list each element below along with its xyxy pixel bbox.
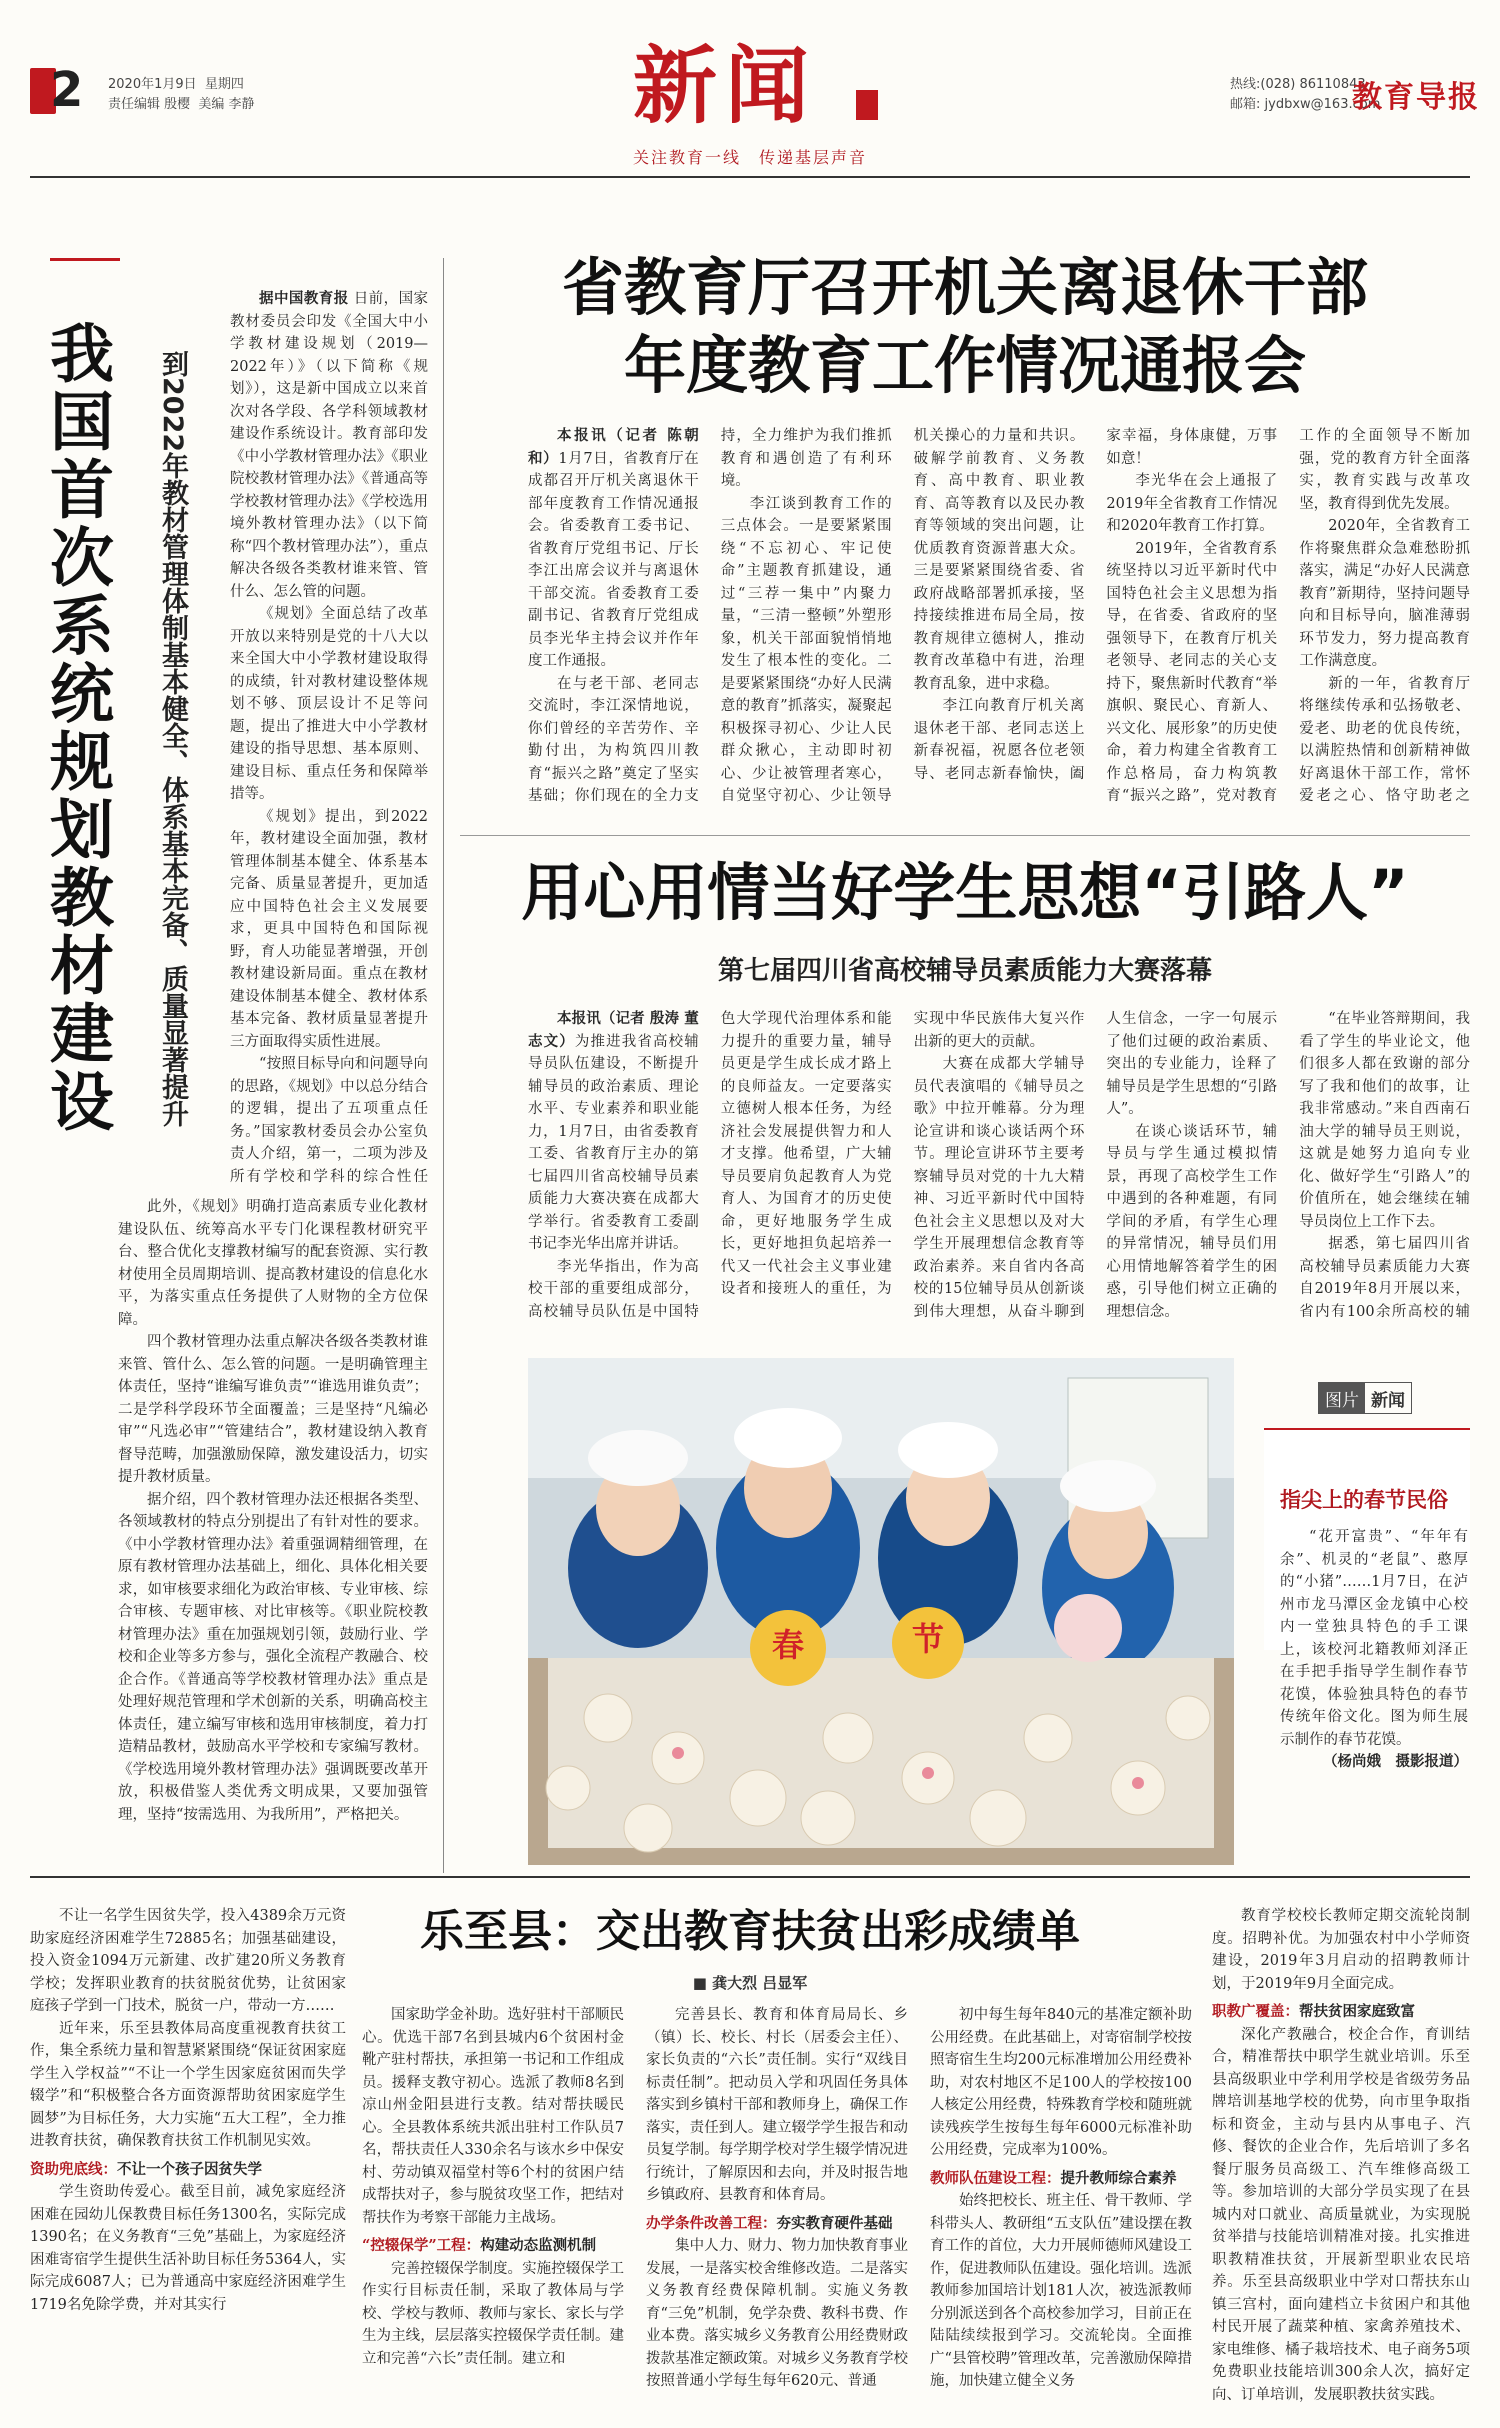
article3-headline: 用心用情当好学生思想“引路人” — [521, 856, 1409, 929]
article1-top-rule — [50, 258, 120, 261]
hotline: 热线:(028) 86110843 — [1230, 77, 1366, 92]
paper-name: 教育导报 — [1352, 80, 1480, 115]
lower-section-rule — [30, 1876, 1470, 1878]
masthead-divider — [30, 176, 1470, 178]
article4-col4: 教育学校校长教师定期交流轮岗制度。招聘补优。为加强农村中小学师资建设，2019年3月启动的招聘教师计划，于2019年9月全面完成。 职教广覆盖：帮扶贫困家庭致富 深化产教融合，校企合作，育训结合，精准帮扶中职学生就业培训。乐至县高级职业中学利用学校是省级劳务品牌培训基地学校的优势，向市里争取指标和资金，主动与县内从事电子、汽修、餐饮的企业合作，先后培训了多名餐厅服务员高级工、汽车维修高级工等。参加培训的大部分学员实现了在县城内对口就业、高质量就业，为实现脱贫举措与技能培训精准对接。扎实推进职教精准扶贫，开展新型职业农民培养。乐至县高级职业中学对口帮扶东山镇三宫村，面向建档立卡贫困户和其他村民开展了蔬菜种植、家禽养殖技术、家电维修、橘子栽培技术、电子商务5项免费职业技能培训300余人次，搞好定向、订单培训，发展职教扶贫实践。 — [1212, 1908, 1470, 2403]
article2-bottom-rule — [460, 835, 1470, 836]
photo-illustration — [528, 1358, 1234, 1865]
caption-title: 指尖上的春节民俗 — [1280, 1487, 1448, 1512]
photo-credit: （杨尚娥 摄影报道） — [1323, 1753, 1468, 1770]
article4-col1: 国家助学金补助。选好驻村干部顺民心。优选干部7名到县城内6个贫困村金靴产驻村帮扶，承担第一书记和工作组成员。援释支教守初心。选派了教师8名到凉山州金阳县进行支教。结对帮扶暖民心。全县教体系统共派出驻村工作队员7名，帮扶责任人330余名与该水乡中保安村、劳动镇双福堂村等6个村的贫困户结成帮扶对子，参与脱贫攻坚工作，把结对帮扶作为考察干部能力主战场。 “控辍保学”工程：构建动态监测机制 完善控辍保学制度。实施控辍保学工作实行目标责任制，采取了教体局与学校、学校与教师、教师与家长、家长与学生为主线，层层落实控辍保学责任制。建立和完善“六长”责任制。建立和 — [362, 2007, 624, 2367]
article4-section2-title: “控辍保学”工程：构建动态监测机制 — [362, 2237, 597, 2254]
bowl-char-spring: 春 — [772, 1626, 805, 1664]
article2-headline-line1: 省教育厅召开机关离退休干部 — [561, 251, 1368, 324]
article4-section4-title: 教师队伍建设工程：提升教师综合素养 — [930, 2169, 1177, 2187]
page-number: 2 — [50, 62, 84, 118]
masthead — [0, 0, 1500, 167]
article1-subhead: 到2022年教材管理体制基本健全、体系基本完备、质量显著提升 — [157, 350, 188, 1128]
article3-subhead: 第七届四川省高校辅导员素质能力大赛落幕 — [717, 956, 1212, 986]
bowl-char-festival: 节 — [912, 1620, 945, 1658]
section-title: 新闻 — [632, 36, 817, 135]
article1-body-bottom: 此外，《规划》明确打造高素质专业化教材建设队伍、统筹高水平专门化课程教材研究平台、整合优化支撑教材编写的配套资源、实行教材使用全员周期培训、提高教材建设的信息化水平，为落实重点任务提供了人财物的全方位保障。 四个教材管理办法重点解决各级各类教材谁来管、管什么、怎么管的问题。一是明确管理主体责任，坚持“谁编写谁负责”“谁选用谁负责”；二是学科学段环节全面覆盖；三是坚持“凡编必审”“凡选必审”“管建结合”，教材建设纳入教育督导范畴，加强激励保障，激发建设活力，切实提升教材质量。 据介绍，四个教材管理办法还根据各类型、各领域教材的特点分别提出了有针对性的要求。《中小学教材管理办法》着重强调精细管理，在原有教材管理办法基础上，细化、具体化相关要求，如审核要求细化为政治审核、专业审核、综合审核、专题审核、对比审核等。《职业院校教材管理办法》重在加强规划引领，鼓励行业、学校和企业等多方参与，强化全流程产教融合、校企合作。《普通高等学校教材管理办法》重点是处理好规范管理和学术创新的关系，明确高校主体责任，建立编写审核和选用审核制度，着力打造精品教材，鼓励高水平学校和专家编写教材。《学校选用境外教材管理办法》强调既要改革开放，积极借鉴人类优秀文明成果，又要加强管理，坚持“按需选用、为我所用”，严格把关。 — [118, 1199, 428, 1823]
article3-body: 本报讯（记者 殷涛 董志文）为推进我省高校辅导员队伍建设，不断提升辅导员的政治素质、理论水平、专业素养和职业能力，1月7日，由省委教育工委、省教育厅主办的第七届四川省高校辅导员素质能力大赛决赛在成都大学举行。省委教育工委副书记李光华出席并讲话。 李光华指出，作为高校干部的重要组成部分，高校辅导员队伍是中国特色大学现代治理体系和能力提升的重要力量，辅导员更是学生成长成才路上的良师益友。一定要落实立德树人根本任务，为经济社会发展提供智力和人才支撑。他希望，广大辅导员要肩负起教育人为党育人、为国育才的历史使命，更好地服务学生成长，更好地担负起培养一代又一代社会主义事业建设者和接班人的重任，为实现中华民族伟大复兴作出新的更大的贡献。 大赛在成都大学辅导员代表演唱的《辅导员之歌》中拉开帷幕。分为理论宣讲和谈心谈话两个环节。理论宣讲环节主要考察辅导员对党的十九大精神、习近平新时代中国特色社会主义思想以及对大学生开展理想信念教育等政治素养。来自省内各高校的15位辅导员从创新谈到伟大理想，从奋斗聊到人生信念，一字一句展示了他们过硬的政治素质、突出的专业能力，诠释了辅导员是学生思想的“引路人”。 在谈心谈话环节，辅导员与学生通过模拟情景，再现了高校学生工作中遇到的各种难题，有同学间的矛盾，有学生心理的异常情况，辅导员们用心用情地解答着学生的困惑，引导他们树立正确的理想信念。 “在毕业答辩期间，我看了学生的毕业论文，他们很多人都在致谢的部分写了我和他们的故事，让我非常感动。”来自西南石油大学的辅导员王则说，这就是她努力追向专业化、做好学生“引路人”的价值所在，她会继续在辅导员岗位上工作下去。 据悉，第七届四川省高校辅导员素质能力大赛自2019年8月开展以来，省内有100余所高校的辅 — [528, 1011, 1470, 1320]
issue-date: 2020年1月9日 星期四 — [108, 77, 244, 92]
slogan: 关注教育一线 传递基层声音 — [632, 148, 867, 167]
editor-credits: 责任编辑 殷樱 美编 李静 — [108, 97, 255, 112]
photo-news-tag: 图片 新闻 — [1318, 1382, 1412, 1414]
article1-right-border — [443, 258, 444, 1873]
article2-headline-line2: 年度教育工作情况通报会 — [623, 329, 1306, 402]
article1-body-top: 据中国教育报 日前，国家教材委员会印发《全国大中小学教材建设规划（2019—2022年）》（以下简称《规划》），这是新中国成立以来首次对各学段、各学科领域教材建设作系统设计。教育部印发《中小学教材管理办法》《职业院校教材管理办法》《普通高等学校教材管理办法》《学校选用境外教材管理办法》（以下简称“四个教材管理办法”），重点解决各级各类教材谁来管、管什么、怎么管的问题。 《规划》全面总结了改革开放以来特别是党的十八大以来全国大中小学教材建设取得的成绩，针对教材建设整体规划不够、顶层设计不足等问题，提出了推进大中小学教材建设的指导思想、基本原则、建设目标、重点任务和保障举措等。 《规划》提出，到2022年，教材建设全面加强，教材管理体制基本健全、体系基本完备、质量显著提升，更加适应中国特色社会主义发展要求，更具中国特色和国际视野，育人功能显著增强，开创教材建设新局面。重点在教材建设体制基本健全、教材体系基本完备、教材质量显著提升三方面取得实质性进展。 “按照目标导向和问题导向的思路，《规划》中以总分结合的逻辑，提出了五项重点任务。”国家教材委员会办公室负责人介绍，第一，二项为涉及所有学校和学科的综合性任 — [230, 291, 428, 1185]
article4-col3: 初中每生每年840元的基准定额补助公用经费。在此基础上，对寄宿制学校按照寄宿生生均200元标准增加公用经费补助，对农村地区不足100人的学校按100人核定公用经费，特殊教育学校和随班就读残疾学生按每生每年6000元标准补助公用经费，完成率为100%。 教师队伍建设工程：提升教师综合素养 始终把校长、班主任、骨干教师、学科带头人、教研组“五支队伍”建设摆在教育工作的首位，大力开展师德师风建设工作，促进教师队伍建设。强化培训。选派教师参加国培计划181人次，被选派教师分别派送到各个高校参加学习，目前正在陆陆续续报到学习。交流轮岗。全面推广“县管校聘”管理改革，完善激励保障措施，加快建立健全义务 — [930, 2007, 1192, 2389]
email: 邮箱: jydbxw@163.com — [1230, 97, 1381, 112]
article4-byline: ■ 龚大烈 吕显军 — [692, 1974, 808, 1992]
article4-headline: 乐至县：交出教育扶贫出彩成绩单 — [420, 1906, 1080, 1957]
article4-col2: 完善县长、教育和体育局局长、乡（镇）长、校长、村长（居委会主任）、家长负责的“六长”责任制。实行“双线目标责任制”。把动员入学和巩固任务具体落实到乡镇村干部和教师身上，确保工作落实，责任到人。建立辍学学生报告和动员复学制。每学期学校对学生辍学情况进行统计，了解原因和去向，并及时报告地乡镇政府、县教育和体育局。 办学条件改善工程：夯实教育硬件基础 集中人力、财力、物力加快教育事业发展，一是落实校舍维修改造。二是落实义务教育经费保障机制。实施义务教育“三免”机制，免学杂费、教科书费、作业本费。落实城乡义务教育公用经费财政拨款基准定额政策。对城乡义务教育学校按照普通小学每生每年620元、普通 — [646, 2007, 908, 2389]
caption-text: “花开富贵”、“年年有余”、机灵的“老鼠”、憨厚的“小猪”……1月7日，在泸州市龙马潭区金龙镇中心校内一堂独具特色的手工课上，该校河北籍教师刘泽正在手把手指导学生制作春节花馍，体验独具特色的春节传统年俗文化。图为师生展示制作的春节花馍。 （杨尚娥 摄影报道） — [1280, 1526, 1468, 1826]
article4-section1-title: 资助兜底线：不让一个孩子因贫失学 — [30, 2160, 262, 2178]
article4-section5-title: 职教广覆盖：帮扶贫困家庭致富 — [1212, 2003, 1415, 2020]
article2-body: 本报讯（记者 陈朝和）1月7日，省教育厅在成都召开厅机关离退休干部年度教育工作情况通报会。省委教育工委书记、省教育厅党组书记、厅长李江出席会议并与离退休干部交流。省委教育工委副书记、省教育厅党组成员李光华主持会议并作年度工作通报。 在与老干部、老同志交流时，李江深情地说，你们曾经的辛苦劳作、辛勤付出，为构筑四川教育“振兴之路”奠定了坚实基础；你们现在的全力支持，全力维护为我们推抓教育和遇创造了有利环境。 李江谈到教育工作的三点体会。一是要紧紧围绕“不忘初心、牢记使命”主题教育抓建设，通过“三荐一集中”内聚力量，“三清一整顿”外塑形象，机关干部面貌悄悄地发生了根本性的变化。二是要紧紧围绕“办好人民满意的教育”抓落实，凝聚起积极探寻初心、少让人民群众揪心，主动即时初心、少让被管理者寒心，自觉坚守初心、少让领导机关操心的力量和共识。破解学前教育、义务教育、高中教育、职业教育、高等教育以及民办教育等领域的突出问题，让优质教育资源普惠大众。三是要紧紧围绕省委、省政府战略部署抓承接，坚持接续推进布局全局，按教育规律立德树人，推动教育改革稳中有进，治理教育乱象，进中求稳。 李江向教育厅机关离退休老干部、老同志送上新春祝福，祝愿各位老领导、老同志新春愉快，阖家幸福，身体康健，万事如意！ 李光华在会上通报了2019年全省教育工作情况和2020年教育工作打算。 2019年，全省教育系统坚持以习近平新时代中国特色社会主义思想为指导，在省委、省政府的坚强领导下，在教育厅机关老领导、老同志的关心支持下，聚焦新时代教育“举旗帜、聚民心、育新人、兴文化、展形象”的历史使命，着力构建全省教育工作总格局，奋力构筑教育“振兴之路”，党对教育工作的全面领导不断加强，党的教育方针全面落实，教育实践与改革攻坚，教育得到优先发展。 2020年，全省教育工作将聚焦群众急难愁盼抓落实，满足“办好人民满意教育”新期待，坚持问题导向和目标导向，脑准薄弱环节发力，努力提高教育工作满意度。 新的一年，省教育厅将继续传承和弘扬敬老、爱老、助老的优良传统，以满腔热情和创新精神做好离退休干部工作，常怀爱老之心、恪守助老之 — [528, 428, 1470, 804]
article4-col0: 不让一名学生因贫失学，投入4389余万元资助家庭经济困难学生72885名；加强基础建设，投入资金1094万元新建、改扩建20所义务教育学校；发挥职业教育的扶贫脱贫优势，让贫困家庭孩子学到一门技术，脱贫一户，带动一方…… 近年来，乐至县教体局高度重视教育扶贫工作，集全系统力量和智慧紧紧围绕“保证贫困家庭学生入学权益”“不让一个学生因家庭贫困而失学辍学”和“积极整合各方面资源帮助贫困家庭学生圆梦”为目标任务，大力实施“五大工程”，全力推进教育扶贫，确保教育扶贫工作机制见实效。 资助兜底线：不让一个孩子因贫失学 学生资助传爱心。截至目前，减免家庭经济困难在园幼儿保教费目标任务1300名，实际完成1390名；在义务教育“三免”基础上，为家庭经济困难寄宿学生提供生活补助目标任务5364人，实际完成6087人；已为普通高中家庭经济困难学生1719名免除学费，并对其实行 — [30, 1908, 346, 2313]
article4-section3-title: 办学条件改善工程：夯实教育硬件基础 — [646, 2214, 893, 2232]
news-photo — [528, 1358, 1234, 1865]
section-seal — [856, 90, 878, 120]
article1-headline: 我国首次系统规划教材建设 — [39, 320, 113, 1136]
